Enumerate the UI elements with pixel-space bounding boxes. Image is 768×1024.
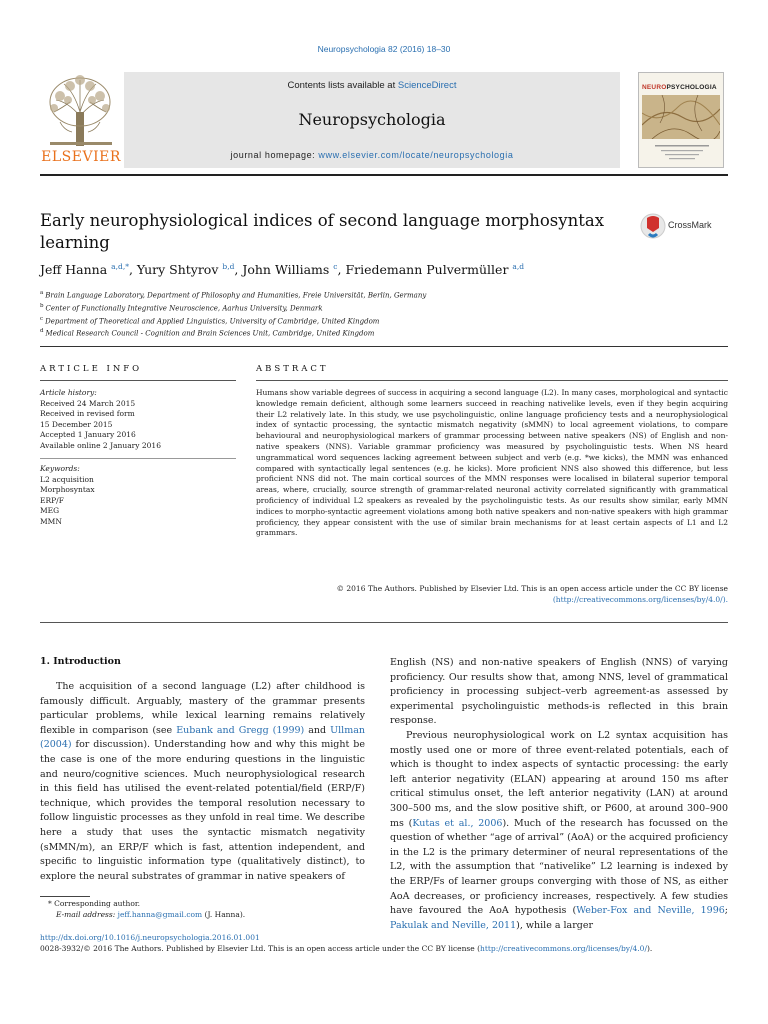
history-item: Accepted 1 January 2016 [40,430,136,439]
elsevier-tree-icon [40,72,122,148]
footer-license-line [40,943,728,954]
abstract-divider [256,380,728,381]
author-list: Jeff Hanna $^{a,d,*}$, Yury Shtyrov $^{b,d}$, John Williams $^c$, Friedemann Pulvermüller $^{a,d}$ [40,262,525,278]
history-item: Available online 2 January 2016 [40,440,161,450]
abstract-copyright [256,584,728,606]
author-name[interactable]: John Williams [242,262,330,278]
sciencedirect-link[interactable]: ScienceDirect [397,80,457,91]
footnote-star: * Corresponding author. [48,899,141,908]
citation-link[interactable]: Eubank and Gregg (1999) [176,724,305,736]
keyword-item: ERP/F [40,495,64,505]
citation-link[interactable]: Kutas et al., 2006 [412,817,503,829]
contents-availability [124,80,620,91]
contents-prefix: Contents lists available at [287,80,398,91]
affiliation-text: Brain Language Laboratory, Department of Philosophy and Humanities, Freie Universität, Berlin, Germany [45,291,427,300]
affiliation-label: a [40,290,44,296]
keyword-item: L2 acquisition [40,474,94,484]
copyright-line: © 2016 The Authors. Published by Elsevier Ltd. This is an open access article under the CC BY license [336,584,728,593]
paragraph [390,729,728,933]
crossmark-icon [640,212,666,240]
affiliation-line [40,301,640,314]
author-name[interactable]: Yury Shtyrov [136,262,219,278]
history-label: Article history: [40,388,97,397]
author-affiliation-marker[interactable]: c [333,262,338,271]
journal-homepage [124,150,620,160]
keyword-item: MEG [40,506,60,515]
doi-link[interactable]: http://dx.doi.org/10.1016/j.neuropsychologia.2016.01.001 [40,933,260,942]
author-name[interactable]: Jeff Hanna [40,262,108,278]
journal-title: Neuropsychologia [298,110,446,129]
cover-image [642,95,720,139]
footnote-divider [40,896,90,897]
footnote-email-line [40,910,365,921]
history-item: 15 December 2015 [40,419,113,429]
paragraph: English (NS) and non-native speakers of English (NNS) of varying proficiency. Our results show that, among NNS, level of grammatical proficiency in processing subject–verb agreement-as assessed by experimental psycholinguistic methods-is reflected in this brain response. [390,657,728,727]
abstract-bottom-divider [40,622,728,623]
paragraph-text: Previous neurophysiological work on L2 syntax acquisition has mostly used one or more of three event-related potentials, each of which is thought to index aspects of syntactic processing: the early left anterior negativity (ELAN) appearing at around 150 ms after critical stimulus onset, the left anterior negativity (LAN) at around 300–500 ms, and the slow positive shift, or P600, at around 300–900 ms ( [390,729,728,829]
footer-license-suffix: ). [646,944,653,953]
body-column-right [390,656,728,933]
license-link[interactable]: (http://creativecommons.org/licenses/by/4.0/). [552,594,728,604]
author-name[interactable]: Friedemann Pulvermüller [345,262,509,278]
citation-link[interactable]: Ullman (2004) [40,724,365,751]
corresponding-author-footnote [40,899,365,920]
cover-title-red: NEURO [642,84,667,91]
author-affiliation-marker[interactable]: b,d [222,262,235,271]
page-footer [40,932,728,954]
article-history [40,388,236,451]
email-suffix: (J. Hanna). [202,909,246,919]
citation-link[interactable]: Pakulak and Neville, 2011 [390,919,517,931]
author-affiliation-marker[interactable]: a,d [512,262,525,271]
header-divider [40,174,728,176]
email-label: E-mail address: [56,909,118,919]
abstract-body: Humans show variable degrees of success in acquiring a second language (L2). In many cases, morphological and syntactic knowledge remain deficient, although some learners succeed in reaching nativelike levels, even if they begin acquiring their L2 relatively late. In this study, we use psycholinguistic, online language proficiency tests and a neurophysiological index of syntactic processing, the syntactic mismatch negativity (sMMN) to local agreement violations, to compare behavioural and neurophysiological markers of grammar processing between native speakers (NS) of English and non-native speakers (NNS). Variable grammar proficiency was measured by psycholinguistic tests. When NS heard ungrammatical word sequences lacking agreement between subject and verb (e.g. *we kicks), the MMN was enhanced compared with syntactically legal sentences (e.g. he kicks). More proficient NNS also showed this difference, but less proficient NNS did not. The main cortical sources of the MMN responses were localised in bilateral superior temporal areas, where, crucially, source strength of grammar-related neuronal activity correlated significantly with grammatical proficiency of individual L2 speakers as revealed by the psycholinguistic tests. As our results show similar, early MMN indices to morpho-syntactic agreement violations among both native speakers and non-native speakers with high grammar proficiency, they appear consistent with the use of similar brain mechanisms for at least certain aspects of L1 and L2 grammars. [256,388,728,538]
affiliation-label: d [40,328,44,335]
affiliation-text: Department of Theoretical and Applied Linguistics, University of Cambridge, United Kingdom [45,316,380,325]
keyword-item: MMN [40,516,62,526]
paragraph [40,680,365,884]
body-column-left [40,680,365,884]
paragraph-text: ; [724,905,728,917]
affiliation-line [40,314,640,327]
cover-title-dark: PSYCHOLOGIA [666,84,717,91]
journal-header [124,72,620,168]
section-heading-introduction: 1. Introduction [40,656,121,667]
history-item: Received 24 March 2015 [40,398,136,408]
affiliation-text: Medical Research Council - Cognition and Brain Sciences Unit, Cambridge, United Kingdom [45,329,375,338]
cover-text-lines [655,143,709,163]
article-info-divider [40,380,236,381]
paragraph-text: for discussion). Understanding how and why this might be the case is one of the more enduring questions in the linguistic and neuro/cognitive sciences. Much neurophysiological research in this field has utilised the event-related potential/field (ERP/F) technique, which provides the temporal resolution necessary to follow linguistic processes as they unfold in real time. We describe here a study that uses the syntactic mismatch negativity (sMMN/m), an ERP/F which is fast, attention independent, and specific to linguistic information type (qualitatively distinct), to explore the neural substrates of grammar in native speakers of [40,739,365,882]
abstract-heading: ABSTRACT [256,364,329,374]
paragraph-text: ), while a larger [516,919,594,931]
affiliation-label: b [40,302,44,309]
footer-license-text: 0028-3932/© 2016 The Authors. Published by Elsevier Ltd. This is an open access article under the CC BY license ( [40,944,481,953]
affiliation-line [40,326,640,339]
paragraph-text: and [304,724,331,736]
journal-cover-thumbnail[interactable] [638,72,724,168]
keywords-divider [40,458,236,459]
email-link[interactable]: jeff.hanna@gmail.com [117,909,203,919]
elsevier-logo[interactable] [40,72,122,168]
section-divider [40,346,728,347]
cover-title [642,84,717,91]
affiliation-label: c [40,315,44,322]
homepage-link[interactable]: www.elsevier.com/locate/neuropsychologia [318,150,514,160]
crossmark-label: CrossMark [668,220,712,230]
keyword-item: Morphosyntax [40,485,95,494]
keywords [40,464,236,527]
history-item: Received in revised form [40,409,135,418]
footer-license-link[interactable]: http://creativecommons.org/licenses/by/4.0/ [480,944,647,953]
publisher-name: ELSEVIER [41,149,121,165]
affiliation-text: Center of Functionally Integrative Neuroscience, Aarhus University, Denmark [45,304,323,313]
author-affiliation-marker[interactable]: a,d,* [111,262,129,271]
article-info-heading: ARTICLE INFO [40,364,143,374]
crossmark-button[interactable] [640,212,730,240]
citation-link[interactable]: Weber-Fox and Neville, 1996 [576,905,725,917]
affiliation-line [40,288,640,301]
article-title: Early neurophysiological indices of second language morphosyntax learning [40,211,604,252]
journal-citation[interactable]: Neuropsychologia 82 (2016) 18–30 [317,44,451,54]
paragraph-text: The acquisition of a second language (L2) after childhood is famously difficult. Arguably, mastery of the grammar presents particular problems, while lexical learning remains relatively flexible in comparison (see [40,681,365,736]
homepage-label: journal homepage: [230,150,319,160]
keywords-label: Keywords: [40,464,80,473]
affiliations [40,288,640,339]
paragraph-text: ). Much of the research has focussed on the question of whether “age of arrival” (AoA) or the acquired proficiency in the L2 is the primary determiner of neural representations of the L2, with the assumption that “nativelike” L2 learning is indexed by the ERP/Fs of learner groups converging with those of NS, as either AoA decreases, or proficiency increases, respectively. A few studies have favoured the AoA hypothesis ( [390,817,728,917]
